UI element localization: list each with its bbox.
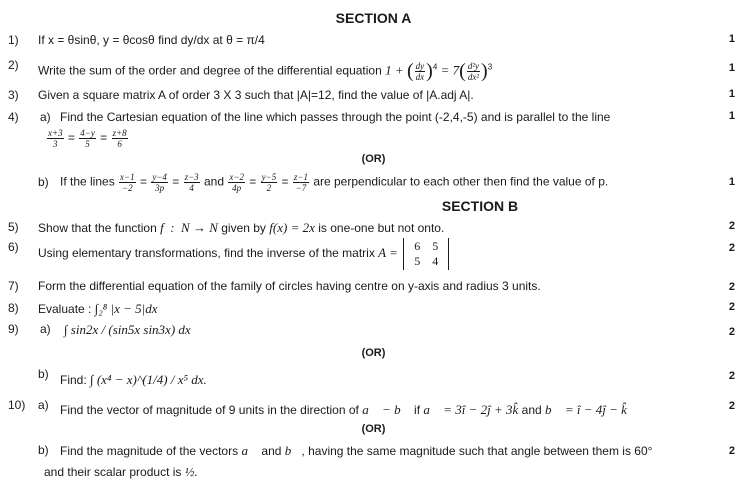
question-marks: 1 (728, 110, 735, 122)
question-marks: 1 (728, 62, 735, 74)
matrix-cell: 4 (432, 254, 439, 268)
question-number: 7) (8, 279, 19, 293)
question-text (60, 372, 207, 388)
question-9a (8, 322, 735, 346)
question-4b (8, 172, 735, 196)
question-text (38, 238, 451, 270)
fraction: $\frac{4-y}{5}$ (80, 128, 95, 149)
matrix-label: A = (378, 245, 398, 261)
question-marks: 2 (728, 370, 735, 382)
question-text-body: Find: (60, 373, 87, 387)
question-text: Form the differential equation of the family of circles having centre on y-axis and radius 3 units. (38, 279, 541, 293)
text-pre: Show that the function (38, 221, 157, 235)
question-text: Find the magnitude of the vectors a⃗ and b⃗, having the same magnitude such that angle between them is 60° (60, 443, 653, 458)
paren-open: ( (407, 60, 414, 82)
or-divider: (OR) (361, 347, 386, 359)
equation-rhs: = 7 (440, 62, 460, 78)
vector-b: b⃗ = î − 4ĵ − k̂ (545, 402, 627, 417)
question-text-body: Write the sum of the order and degree of the differential equation (38, 63, 382, 78)
question-10b-line2 (8, 464, 735, 484)
sub-label: a) (38, 398, 49, 412)
question-marks: 2 (728, 301, 735, 313)
question-1 (8, 33, 735, 53)
fraction: $\frac{x-1}{-2}$ (120, 172, 135, 193)
vector-a: a⃗ = 3î − 2ĵ + 3k̂ (423, 402, 519, 417)
question-text-body: Using elementary transformations, find the inverse of the matrix (38, 246, 375, 261)
question-marks: 2 (728, 326, 735, 338)
function-eq: f(x) = 2x (269, 220, 315, 235)
fraction-dy-dx: $\frac{dy}{dx}$ (415, 61, 425, 82)
question-5 (8, 220, 735, 240)
paren-open: ( (459, 60, 466, 82)
or-divider: (OR) (361, 153, 386, 165)
sub-label: a) (40, 322, 51, 336)
question-4a (8, 110, 735, 130)
function-def: f : N → N (160, 220, 218, 235)
fraction: $\frac{z+8}{6}$ (112, 128, 127, 149)
question-9b (8, 367, 735, 393)
question-number: 4) (8, 110, 19, 124)
integral-expression: ∫ (x⁴ − x)^(1/4) / x⁵ dx. (90, 372, 207, 387)
and-word: and (521, 403, 542, 417)
text-post: is one-one but not onto. (318, 221, 445, 235)
question-marks: 2 (728, 281, 735, 293)
vector-difference: a⃗ − b⃗ (362, 402, 411, 417)
question-marks: 1 (728, 33, 735, 45)
question-text (38, 220, 444, 236)
question-text: If the lines $\frac{x-1}{-2}$ = $\frac{y-4}{3p}$ = $\frac{z-3}{4}$ and $\frac{x-2}{4p}$ = $\frac{y-5}{2}$ = $\frac{z-1}{-7}$ are perpendicular to each other then find the value of p. (60, 172, 609, 193)
question-marks: 2 (728, 220, 735, 232)
paren-close: ) (426, 60, 433, 82)
question-text (44, 464, 198, 480)
question-4a-equation (8, 128, 735, 152)
question-marks: 1 (728, 88, 735, 100)
integral-expression: ∫ sin2x / (sin5x sin3x) dx (64, 322, 191, 337)
sub-label: b) (38, 175, 49, 189)
scalar-product: ½. (184, 464, 198, 479)
question-text (60, 402, 627, 418)
and-word: and (261, 444, 282, 458)
fraction-d2y-dx2: $\frac{\text{d²y}}{\text{dx²}}$ (467, 61, 480, 82)
line-equation: $\frac{x+3}{3}$ = $\frac{4-y}{5}$ = $\frac{z+8}{6}$ (48, 128, 127, 149)
question-text-body: Find the vector of magnitude of 9 units in the direction of (60, 403, 359, 417)
question-text: If x = θsinθ, y = θcosθ find dy/dx at θ = π/4 (38, 33, 265, 47)
text-part-3: and their scalar product is (44, 465, 182, 479)
question-number: 6) (8, 240, 19, 254)
question-marks: 2 (728, 445, 735, 457)
equation-lhs: 1 + (385, 62, 404, 78)
text-post: are perpendicular to each other then find the value of p. (313, 174, 609, 189)
or-divider: (OR) (361, 423, 386, 435)
sub-label: b) (38, 443, 49, 457)
question-number: 2) (8, 58, 19, 72)
question-number: 3) (8, 88, 19, 102)
question-text (64, 322, 191, 338)
question-number: 1) (8, 33, 19, 47)
matrix-cell: 5 (432, 239, 439, 253)
question-number: 8) (8, 301, 19, 315)
question-10b (8, 443, 735, 463)
paren-close: ) (481, 60, 488, 82)
and-word: and (204, 174, 225, 189)
fraction: $\frac{y-5}{2}$ (261, 172, 277, 193)
section-b-title: SECTION B (441, 198, 519, 214)
fraction: $\frac{x-2}{4p}$ (229, 172, 244, 193)
vector-b: b⃗ (284, 443, 302, 458)
question-number: 9) (8, 322, 19, 336)
integral-expression: ∫₂⁸ |x − 5|dx (94, 301, 158, 316)
if-word: if (414, 403, 421, 417)
question-text: Given a square matrix A of order 3 X 3 such that |A|=12, find the value of |A.adj A|. (38, 88, 474, 102)
question-number: 10) (8, 398, 26, 412)
question-text-body: Evaluate : (38, 302, 92, 316)
question-8 (8, 301, 735, 321)
question-2 (8, 58, 735, 86)
fraction: $\frac{x+3}{3}$ (48, 128, 63, 149)
question-marks: 2 (728, 242, 735, 254)
question-7 (8, 279, 735, 299)
question-text: Write the sum of the order and degree of the differential equation 1 + ( $\frac{dy}{dx}$ )$^4$ = 7( $\frac{\text{d²y}}{\text{dx²}}$ )$^3$ (38, 60, 493, 82)
matrix-cell: 5 (414, 254, 421, 268)
sub-label: a) (40, 110, 51, 124)
question-marks: 1 (728, 176, 735, 188)
question-text (38, 301, 158, 317)
question-number: 5) (8, 220, 19, 234)
sub-label: b) (38, 367, 49, 381)
text-mid: given by (221, 221, 266, 235)
fraction: $\frac{z-1}{-7}$ (293, 172, 308, 193)
section-a-title: SECTION A (335, 10, 412, 26)
fraction: $\frac{y-4}{3p}$ (152, 172, 167, 193)
text-part-1: Find the magnitude of the vectors (60, 444, 239, 458)
question-3 (8, 88, 735, 108)
vector-a: a⃗ (241, 443, 259, 458)
question-marks: 2 (728, 400, 735, 412)
question-text: Find the Cartesian equation of the line which passes through the point (-2,4,-5) and is parallel to the line (60, 110, 611, 124)
matrix (403, 238, 449, 270)
question-6 (8, 238, 735, 276)
fraction: $\frac{z-3}{4}$ (184, 172, 199, 193)
text-part-2: having the same magnitude such that angle between them is 60° (308, 444, 653, 458)
question-10a (8, 398, 735, 420)
text-pre: If the lines (60, 174, 115, 189)
matrix-cell: 6 (414, 239, 421, 253)
